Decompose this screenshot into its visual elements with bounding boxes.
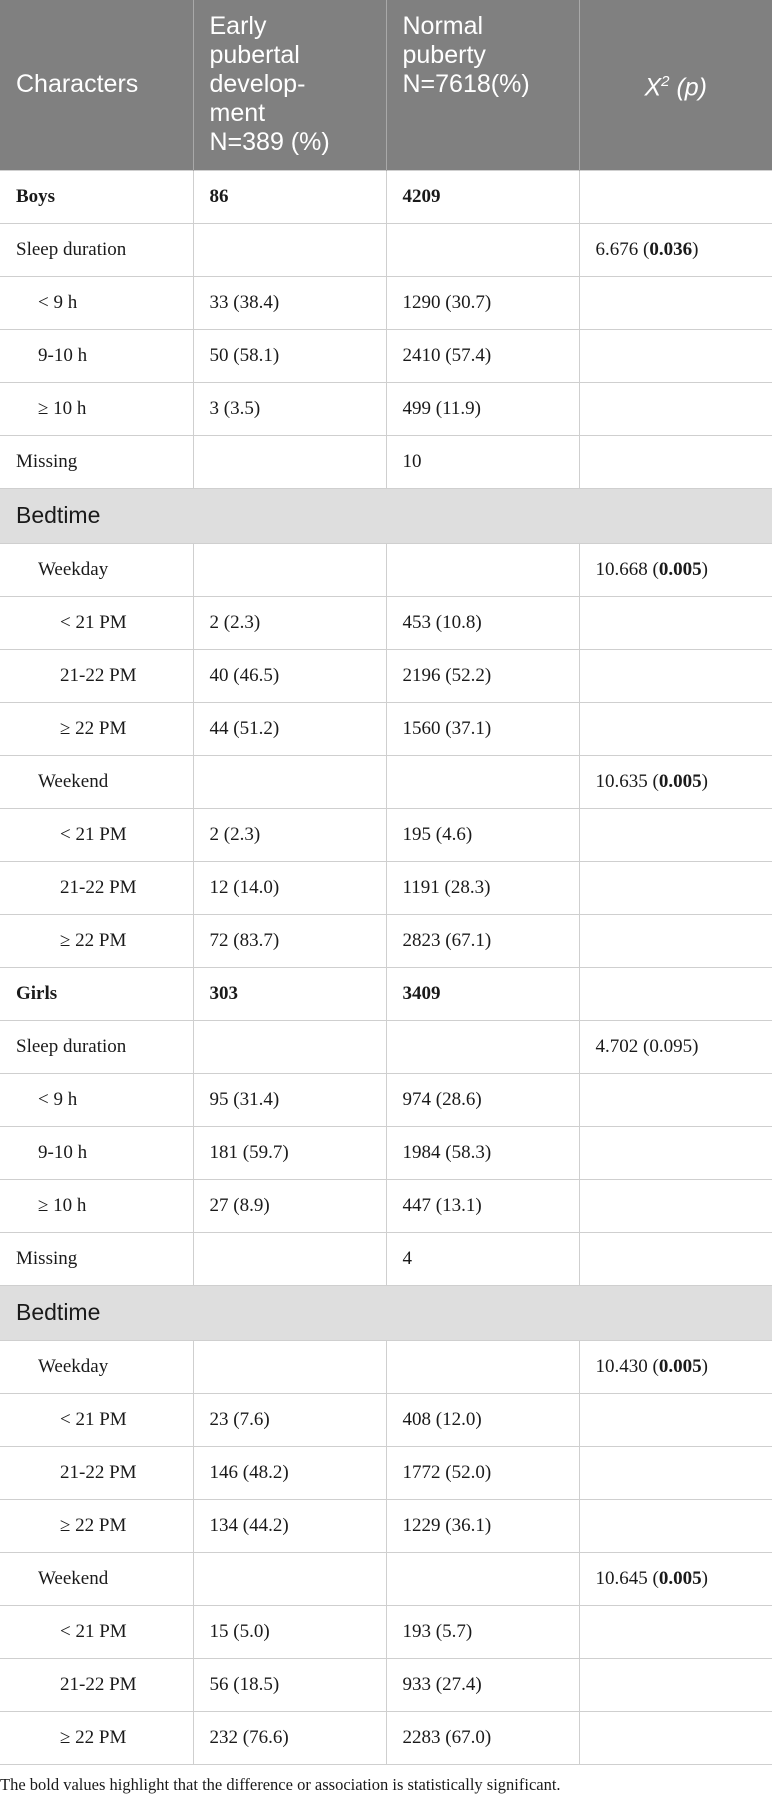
- normal-value: 1290 (30.7): [386, 276, 579, 329]
- normal-value: [386, 1552, 579, 1605]
- chi-close: ): [692, 238, 699, 260]
- chi-value: [579, 276, 772, 329]
- table-row: [0, 755, 772, 808]
- normal-value: [386, 223, 579, 276]
- early-value: 2 (2.3): [193, 808, 386, 861]
- table-row: [0, 1232, 772, 1285]
- chi-value: [579, 1711, 772, 1764]
- chi-value: [579, 382, 772, 435]
- chi-value: [579, 435, 772, 488]
- row-label: < 21 PM: [0, 1605, 193, 1658]
- table-row: [0, 967, 772, 1020]
- chi-p-significant: 0.005: [658, 770, 702, 792]
- chi-value: [579, 1552, 772, 1605]
- chi-stat: 10.635 (: [595, 770, 659, 792]
- row-label: ≥ 22 PM: [0, 914, 193, 967]
- early-value: 2 (2.3): [193, 596, 386, 649]
- chi-superscript: 2: [661, 73, 670, 91]
- table-row: [0, 808, 772, 861]
- early-value: [193, 755, 386, 808]
- early-value: [193, 223, 386, 276]
- header-early-line: ment: [209, 99, 266, 127]
- chi-value: [579, 1340, 772, 1393]
- table-row: [0, 1393, 772, 1446]
- table-row: [0, 1605, 772, 1658]
- chi-value: [579, 1393, 772, 1446]
- normal-value: 4209: [386, 170, 579, 223]
- chi-close: ): [701, 770, 708, 792]
- header-early-line: develop-: [209, 70, 306, 98]
- header-early-line: N=389 (%): [209, 128, 330, 156]
- early-value: 232 (76.6): [193, 1711, 386, 1764]
- row-label: ≥ 10 h: [0, 382, 193, 435]
- header-normal-line: N=7618(%): [402, 70, 530, 98]
- normal-value: 453 (10.8): [386, 596, 579, 649]
- row-label: 21-22 PM: [0, 649, 193, 702]
- chi-stat: 10.645 (: [595, 1567, 659, 1589]
- normal-value: 3409: [386, 967, 579, 1020]
- chi-close: ): [701, 558, 708, 580]
- normal-value: [386, 543, 579, 596]
- row-label: < 21 PM: [0, 808, 193, 861]
- normal-value: 2283 (67.0): [386, 1711, 579, 1764]
- row-label: ≥ 22 PM: [0, 702, 193, 755]
- table-row: [0, 1446, 772, 1499]
- table-row: [0, 914, 772, 967]
- table-row: [0, 382, 772, 435]
- chi-value: 4.702 (0.095): [579, 1020, 772, 1073]
- header-chi-square: [579, 0, 772, 170]
- normal-value: [386, 1020, 579, 1073]
- early-value: 33 (38.4): [193, 276, 386, 329]
- table-row: [0, 861, 772, 914]
- table-row: [0, 1179, 772, 1232]
- row-label: Weekend: [0, 1552, 193, 1605]
- chi-value: [579, 914, 772, 967]
- early-value: 86: [193, 170, 386, 223]
- early-value: 95 (31.4): [193, 1073, 386, 1126]
- table-body: [0, 170, 772, 1764]
- table-row: [0, 276, 772, 329]
- early-value: 303: [193, 967, 386, 1020]
- early-value: [193, 435, 386, 488]
- normal-value: 933 (27.4): [386, 1658, 579, 1711]
- table-row: [0, 1552, 772, 1605]
- chi-value: [579, 1605, 772, 1658]
- chi-p: (p): [676, 73, 708, 102]
- row-label: 21-22 PM: [0, 1446, 193, 1499]
- row-label: Missing: [0, 435, 193, 488]
- normal-value: 2410 (57.4): [386, 329, 579, 382]
- early-value: 50 (58.1): [193, 329, 386, 382]
- chi-value: [579, 170, 772, 223]
- normal-value: 195 (4.6): [386, 808, 579, 861]
- table-row: [0, 543, 772, 596]
- table-footnote: The bold values highlight that the difference or association is statistically significant.: [0, 1774, 561, 1794]
- chi-stat: 10.668 (: [595, 558, 659, 580]
- table-row: [0, 435, 772, 488]
- row-label: < 9 h: [0, 276, 193, 329]
- chi-value: [579, 967, 772, 1020]
- chi-value: [579, 861, 772, 914]
- row-label: Weekday: [0, 543, 193, 596]
- row-label: Sleep duration: [0, 1020, 193, 1073]
- chi-p-significant: 0.005: [658, 1567, 702, 1589]
- row-label: 21-22 PM: [0, 1658, 193, 1711]
- table-row: [0, 223, 772, 276]
- chi-value: [579, 223, 772, 276]
- table-row: [0, 1499, 772, 1552]
- chi-p-significant: 0.005: [658, 1355, 702, 1377]
- row-label: 9-10 h: [0, 1126, 193, 1179]
- table-row: [0, 1711, 772, 1764]
- row-label: Weekend: [0, 755, 193, 808]
- chi-value: [579, 1179, 772, 1232]
- normal-value: 447 (13.1): [386, 1179, 579, 1232]
- normal-value: [386, 1340, 579, 1393]
- table-row: [0, 1340, 772, 1393]
- normal-value: 193 (5.7): [386, 1605, 579, 1658]
- early-value: [193, 1020, 386, 1073]
- table-row: [0, 329, 772, 382]
- header-normal-line: Normal: [402, 12, 484, 40]
- row-label: Missing: [0, 1232, 193, 1285]
- early-value: [193, 1232, 386, 1285]
- row-label: < 9 h: [0, 1073, 193, 1126]
- chi-stat: 6.676 (: [595, 238, 650, 260]
- early-value: 44 (51.2): [193, 702, 386, 755]
- chi-value: [579, 596, 772, 649]
- row-label: Sleep duration: [0, 223, 193, 276]
- section-label: Bedtime: [0, 488, 772, 543]
- chi-value: [579, 1446, 772, 1499]
- early-value: 181 (59.7): [193, 1126, 386, 1179]
- table-row: [0, 1073, 772, 1126]
- normal-value: [386, 755, 579, 808]
- header-early-line: Early: [209, 12, 267, 40]
- early-value: 15 (5.0): [193, 1605, 386, 1658]
- table-row: [0, 1658, 772, 1711]
- normal-value: 4: [386, 1232, 579, 1285]
- header-normal-puberty: [386, 0, 579, 170]
- chi-value: [579, 1232, 772, 1285]
- chi-value: [579, 755, 772, 808]
- normal-value: 2823 (67.1): [386, 914, 579, 967]
- chi-stat: 10.430 (: [595, 1355, 659, 1377]
- section-row: [0, 1285, 772, 1340]
- header-characters: Characters: [0, 0, 193, 170]
- early-value: [193, 543, 386, 596]
- early-value: 146 (48.2): [193, 1446, 386, 1499]
- chi-value: [579, 808, 772, 861]
- early-value: 72 (83.7): [193, 914, 386, 967]
- early-value: 23 (7.6): [193, 1393, 386, 1446]
- normal-value: 974 (28.6): [386, 1073, 579, 1126]
- early-value: 56 (18.5): [193, 1658, 386, 1711]
- table-row: [0, 596, 772, 649]
- table-row: [0, 170, 772, 223]
- chi-value: [579, 543, 772, 596]
- row-label: ≥ 22 PM: [0, 1499, 193, 1552]
- chi-value: [579, 1499, 772, 1552]
- normal-value: 10: [386, 435, 579, 488]
- early-value: 27 (8.9): [193, 1179, 386, 1232]
- row-label: 9-10 h: [0, 329, 193, 382]
- row-label: ≥ 22 PM: [0, 1711, 193, 1764]
- chi-value: [579, 329, 772, 382]
- early-value: 134 (44.2): [193, 1499, 386, 1552]
- chi-value: [579, 649, 772, 702]
- row-label: < 21 PM: [0, 596, 193, 649]
- normal-value: 408 (12.0): [386, 1393, 579, 1446]
- table-row: [0, 702, 772, 755]
- early-value: [193, 1340, 386, 1393]
- row-label: Girls: [0, 967, 193, 1020]
- row-label: 21-22 PM: [0, 861, 193, 914]
- chi-value: [579, 1658, 772, 1711]
- row-label: ≥ 10 h: [0, 1179, 193, 1232]
- table-row: [0, 1126, 772, 1179]
- normal-value: 1984 (58.3): [386, 1126, 579, 1179]
- chi-close: ): [701, 1355, 708, 1377]
- normal-value: 1229 (36.1): [386, 1499, 579, 1552]
- row-label: Weekday: [0, 1340, 193, 1393]
- early-value: 3 (3.5): [193, 382, 386, 435]
- header-row: [0, 0, 772, 170]
- table-row: [0, 649, 772, 702]
- normal-value: 2196 (52.2): [386, 649, 579, 702]
- table-row: [0, 1020, 772, 1073]
- normal-value: 1772 (52.0): [386, 1446, 579, 1499]
- chi-close: ): [701, 1567, 708, 1589]
- chi-symbol: X: [644, 73, 662, 102]
- early-value: 12 (14.0): [193, 861, 386, 914]
- header-early-pubertal: [193, 0, 386, 170]
- header-early-line: pubertal: [209, 41, 300, 69]
- chi-value: [579, 1126, 772, 1179]
- chi-p-significant: 0.005: [658, 558, 702, 580]
- row-label: < 21 PM: [0, 1393, 193, 1446]
- early-value: 40 (46.5): [193, 649, 386, 702]
- header-normal-line: puberty: [402, 41, 486, 69]
- normal-value: 1191 (28.3): [386, 861, 579, 914]
- section-row: [0, 488, 772, 543]
- section-label: Bedtime: [0, 1285, 772, 1340]
- early-value: [193, 1552, 386, 1605]
- row-label: Boys: [0, 170, 193, 223]
- chi-value: [579, 702, 772, 755]
- normal-value: 1560 (37.1): [386, 702, 579, 755]
- chi-p-significant: 0.036: [649, 238, 693, 260]
- normal-value: 499 (11.9): [386, 382, 579, 435]
- chi-value: [579, 1073, 772, 1126]
